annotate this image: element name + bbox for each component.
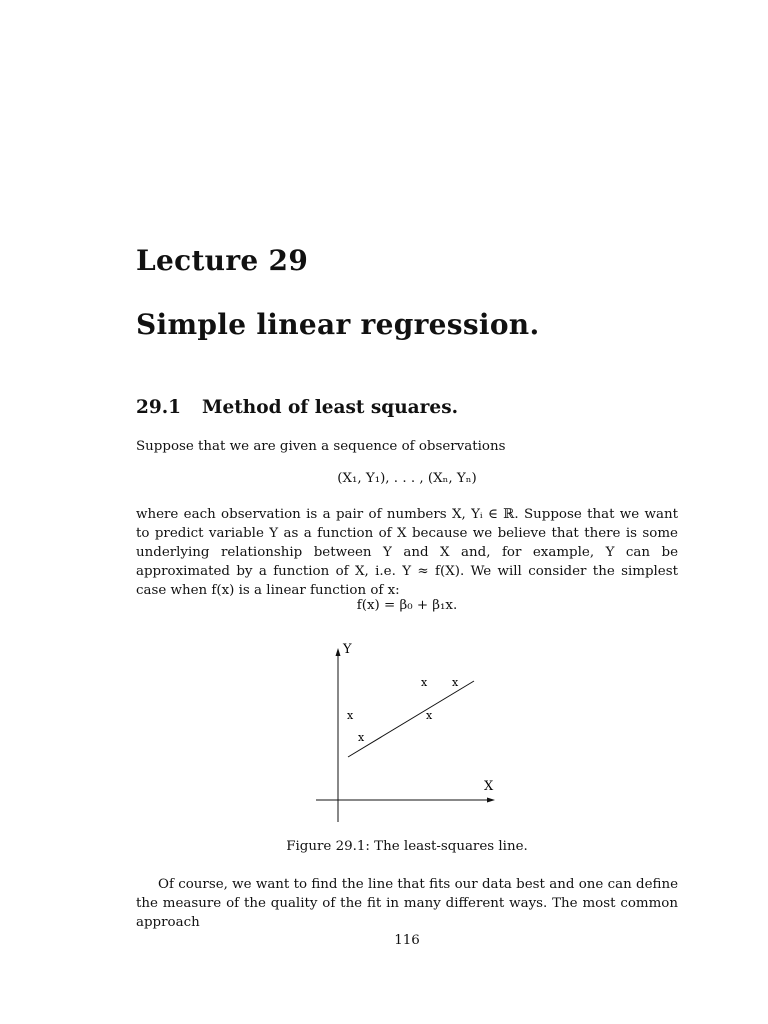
equation-observations: (X₁, Y₁), . . . , (Xₙ, Yₙ) (337, 471, 477, 486)
least-squares-figure (310, 640, 510, 825)
data-point: x (421, 676, 428, 689)
least-squares-line (348, 681, 474, 757)
section-number: 29.1 (136, 397, 182, 418)
section-heading (136, 397, 458, 418)
data-point: x (452, 676, 459, 689)
section-title: Method of least squares. (202, 397, 459, 418)
data-point: x (426, 709, 433, 722)
equation-linear-function: f(x) = β₀ + β₁x. (356, 598, 458, 613)
x-axis-arrow-icon (487, 798, 495, 803)
paragraph-intro: Suppose that we are given a sequence of observations (136, 439, 506, 454)
lecture-title: Simple linear regression. (136, 308, 540, 341)
data-point: x (347, 709, 354, 722)
y-axis-arrow-icon (336, 648, 341, 656)
page-number: 116 (394, 933, 420, 948)
x-axis-label: X (484, 779, 494, 794)
lecture-number: Lecture 29 (136, 244, 309, 277)
figure-caption: Figure 29.1: The least-squares line. (286, 839, 528, 854)
paragraph-description: where each observation is a pair of numbers X, Yᵢ ∈ ℝ. Suppose that we want to predict variable Y as a function of X because we believe that there is some underlying relationship between Y and X and, for example, Y can be approximated by a function of X, i.e. Y ≈ f(X). We will consider the simplest case when f(x) is a linear function of x: (136, 507, 678, 598)
data-point: x (358, 731, 365, 744)
paragraph-continuation: Of course, we want to find the line that fits our data best and one can define the measure of the quality of the fit in many different ways. The most common approach (136, 877, 678, 930)
y-axis-label: Y (343, 642, 352, 657)
